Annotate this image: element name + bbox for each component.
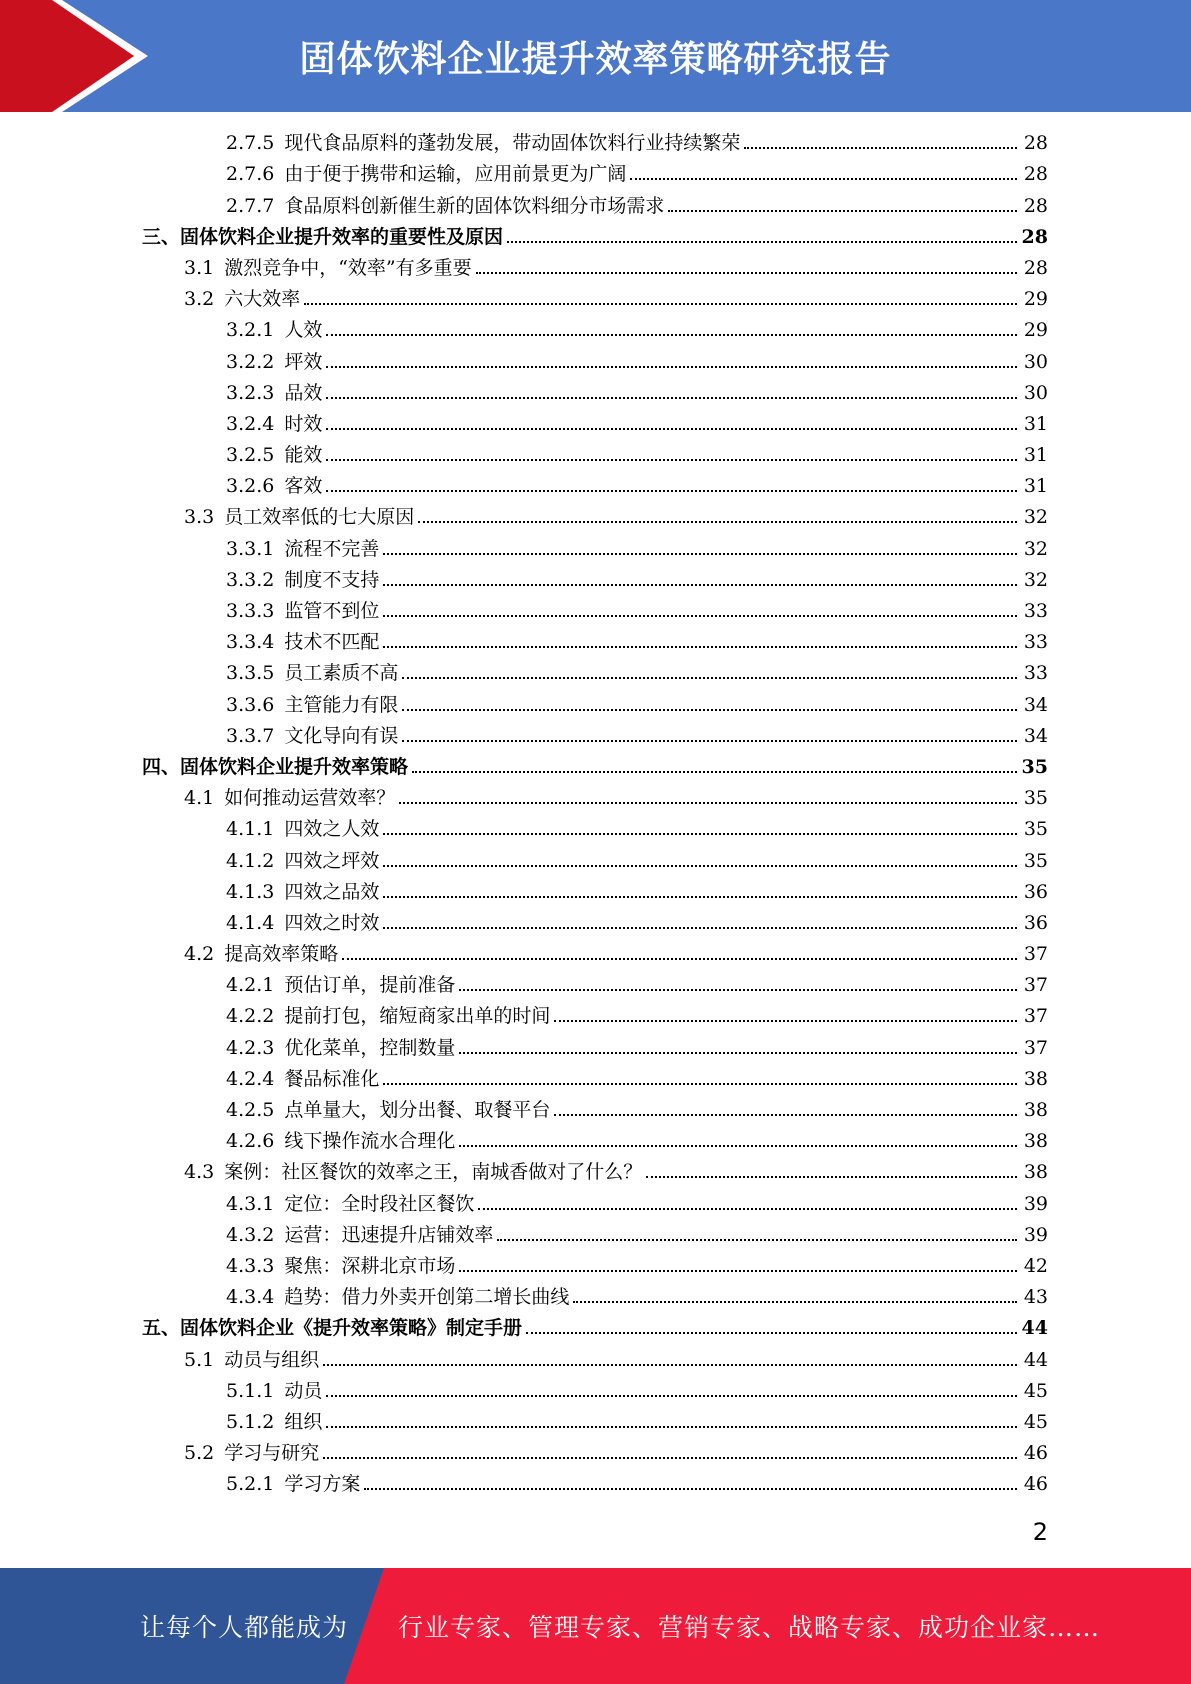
toc-entry-title: 餐品标准化 xyxy=(284,1067,380,1090)
toc-entry-title: 学习方案 xyxy=(284,1473,361,1496)
toc-entry-number: 3.1 xyxy=(184,256,215,279)
toc-entry-number: 5.2 xyxy=(184,1442,215,1465)
toc-entry[interactable] xyxy=(0,720,1191,751)
toc-entry-title: 组织 xyxy=(284,1410,323,1433)
toc-entry-number: 4.2.4 xyxy=(226,1067,275,1090)
toc-entry-page: 35 xyxy=(1021,755,1048,778)
toc-entry-page: 33 xyxy=(1023,662,1048,685)
toc-entry-page: 44 xyxy=(1021,1317,1048,1340)
toc-entry-number: 3.2.5 xyxy=(226,444,275,467)
toc-entry-number: 3.2.6 xyxy=(226,475,275,498)
toc-dot-leader xyxy=(412,771,1017,773)
toc-entry[interactable] xyxy=(0,1031,1191,1062)
toc-entry-number: 四、 xyxy=(142,755,181,778)
toc-entry-title: 四效之时效 xyxy=(284,911,380,934)
toc-entry[interactable] xyxy=(0,408,1191,439)
toc-entry[interactable] xyxy=(0,1250,1191,1281)
toc-entry[interactable] xyxy=(0,1125,1191,1156)
toc-entry[interactable] xyxy=(0,470,1191,501)
toc-dot-leader xyxy=(364,1488,1017,1490)
toc-dot-leader xyxy=(507,241,1017,243)
toc-entry-page: 45 xyxy=(1023,1410,1048,1433)
toc-entry-title: 人效 xyxy=(284,319,323,342)
toc-entry-title: 预估订单，提前准备 xyxy=(284,974,456,997)
toc-dot-leader xyxy=(476,272,1017,274)
toc-entry[interactable] xyxy=(0,345,1191,376)
toc-dot-leader xyxy=(326,1426,1017,1428)
toc-entry-title: 坪效 xyxy=(284,350,323,373)
toc-entry-number: 5.2.1 xyxy=(226,1473,275,1496)
page-number: 2 xyxy=(1032,1518,1048,1546)
toc-entry-page: 43 xyxy=(1023,1286,1048,1309)
toc-entry-title: 趋势：借力外卖开创第二增长曲线 xyxy=(284,1286,570,1309)
toc-entry-title: 固体饮料企业《提升效率策略》制定手册 xyxy=(180,1317,523,1340)
toc-entry-page: 46 xyxy=(1023,1442,1048,1465)
toc-entry-page: 37 xyxy=(1023,1036,1048,1059)
toc-entry-title: 制度不支持 xyxy=(284,568,380,591)
toc-entry[interactable] xyxy=(0,876,1191,907)
toc-entry-title: 动员 xyxy=(284,1379,323,1402)
footer-banner xyxy=(0,1568,1191,1684)
toc-entry-title: 点单量大，划分出餐、取餐平台 xyxy=(284,1099,551,1121)
toc-entry-number: 4.1.2 xyxy=(226,849,275,872)
toc-entry[interactable] xyxy=(0,1375,1191,1406)
toc-dot-leader xyxy=(554,1114,1017,1116)
toc-entry-number: 3.2.1 xyxy=(226,319,275,342)
toc-entry[interactable] xyxy=(0,314,1191,345)
toc-dot-leader xyxy=(323,1457,1017,1459)
toc-entry-page: 38 xyxy=(1023,1130,1048,1153)
toc-dot-leader xyxy=(478,1208,1017,1210)
toc-entry-page: 28 xyxy=(1023,256,1048,279)
toc-entry-number: 2.7.5 xyxy=(226,132,275,155)
toc-entry-number: 4.1.1 xyxy=(226,818,275,841)
toc-dot-leader xyxy=(383,584,1017,586)
toc-entry-page: 29 xyxy=(1023,288,1048,311)
toc-entry[interactable] xyxy=(0,1156,1191,1187)
toc-entry-page: 33 xyxy=(1023,600,1048,622)
toc-entry-page: 37 xyxy=(1023,943,1048,966)
toc-entry-page: 38 xyxy=(1023,1067,1048,1090)
toc-entry-page: 35 xyxy=(1023,818,1048,841)
toc-entry-page: 32 xyxy=(1023,537,1048,560)
toc-entry-number: 三、 xyxy=(142,225,181,248)
toc-entry-page: 39 xyxy=(1023,1192,1048,1215)
toc-dot-leader xyxy=(668,210,1017,212)
toc-entry-title: 聚焦：深耕北京市场 xyxy=(284,1254,456,1277)
toc-dot-leader xyxy=(399,802,1017,804)
toc-entry[interactable] xyxy=(0,1437,1191,1468)
toc-entry-page: 37 xyxy=(1023,974,1048,997)
toc-entry[interactable] xyxy=(0,1312,1191,1343)
toc-dot-leader xyxy=(326,428,1017,430)
toc-entry-page: 32 xyxy=(1023,568,1048,591)
toc-dot-leader xyxy=(418,521,1017,523)
toc-entry-page: 28 xyxy=(1023,132,1048,155)
toc-entry-title: 现代食品原料的蓬勃发展，带动固体饮料行业持续繁荣 xyxy=(284,132,741,155)
toc-entry-page: 36 xyxy=(1023,911,1048,934)
toc-entry-number: 3.2.3 xyxy=(226,381,275,404)
toc-entry[interactable] xyxy=(0,127,1191,158)
toc-entry[interactable] xyxy=(0,1187,1191,1218)
toc-entry-page: 30 xyxy=(1023,381,1048,404)
toc-entry-page: 30 xyxy=(1023,350,1048,373)
toc-dot-leader xyxy=(383,927,1017,929)
toc-entry-page: 44 xyxy=(1023,1348,1048,1371)
toc-entry-number: 2.7.7 xyxy=(226,194,275,217)
toc-entry-number: 4.1.3 xyxy=(226,880,275,903)
toc-dot-leader xyxy=(326,490,1017,492)
toc-entry-title: 客效 xyxy=(284,475,323,498)
toc-entry-number: 3.3.3 xyxy=(226,600,275,622)
toc-entry-page: 31 xyxy=(1023,444,1048,467)
toc-entry-title: 四效之人效 xyxy=(284,818,380,841)
toc-entry-title: 激烈竞争中，“效率”有多重要 xyxy=(224,256,472,279)
toc-entry[interactable] xyxy=(0,1063,1191,1094)
toc-entry-page: 45 xyxy=(1023,1379,1048,1402)
toc-entry-page: 35 xyxy=(1023,787,1048,810)
toc-dot-leader xyxy=(326,366,1017,368)
toc-entry[interactable] xyxy=(0,813,1191,844)
toc-entry-title: 主管能力有限 xyxy=(284,693,399,716)
toc-entry-title: 能效 xyxy=(284,444,323,467)
toc-entry[interactable] xyxy=(0,782,1191,813)
toc-entry-title: 由于便于携带和运输，应用前景更为广阔 xyxy=(284,163,627,186)
toc-entry[interactable] xyxy=(0,938,1191,969)
toc-dot-leader xyxy=(744,147,1017,149)
toc-entry-page: 42 xyxy=(1023,1254,1048,1277)
report-title: 固体饮料企业提升效率策略研究报告 xyxy=(299,38,892,80)
toc-entry-page: 31 xyxy=(1023,412,1048,435)
toc-entry[interactable] xyxy=(0,439,1191,470)
toc-entry-number: 3.2 xyxy=(184,288,215,311)
header-red-arrow-shape xyxy=(0,0,150,112)
toc-entry-page: 38 xyxy=(1023,1161,1048,1184)
toc-entry-number: 3.2.2 xyxy=(226,350,275,373)
toc-dot-leader xyxy=(630,178,1017,180)
toc-entry-page: 34 xyxy=(1023,693,1048,716)
footer-slogan-right: 行业专家、管理专家、营销专家、战略专家、成功企业家…… xyxy=(398,1613,1101,1642)
toc-entry-number: 4.3 xyxy=(184,1161,215,1184)
toc-entry[interactable] xyxy=(0,252,1191,283)
toc-entry[interactable] xyxy=(0,1343,1191,1374)
toc-entry[interactable] xyxy=(0,595,1191,626)
toc-entry-title: 如何推动运营效率？ xyxy=(224,787,396,810)
toc-entry-title: 四效之坪效 xyxy=(284,849,380,872)
toc-entry-number: 3.3.7 xyxy=(226,724,275,747)
toc-entry[interactable] xyxy=(0,626,1191,657)
toc-dot-leader xyxy=(497,1239,1017,1241)
toc-entry-number: 4.2.5 xyxy=(226,1099,275,1121)
toc-entry-page: 29 xyxy=(1023,319,1048,342)
toc-dot-leader xyxy=(326,397,1017,399)
toc-entry-page: 37 xyxy=(1023,1005,1048,1028)
toc-entry-title: 提前打包，缩短商家出单的时间 xyxy=(284,1005,551,1028)
toc-entry-number: 3.3.2 xyxy=(226,568,275,591)
toc-dot-leader xyxy=(402,709,1017,711)
toc-entry-number: 3.2.4 xyxy=(226,412,275,435)
toc-entry-number: 4.1.4 xyxy=(226,911,275,934)
toc-entry-number: 五、 xyxy=(142,1317,181,1340)
toc-entry-number: 4.1 xyxy=(184,787,215,810)
toc-entry[interactable] xyxy=(0,283,1191,314)
toc-dot-leader xyxy=(383,553,1017,555)
toc-entry-title: 案例：社区餐饮的效率之王，南城香做对了什么？ xyxy=(224,1161,643,1184)
toc-entry-number: 4.2.2 xyxy=(226,1005,275,1028)
toc-entry-title: 流程不完善 xyxy=(284,537,380,560)
toc-entry[interactable] xyxy=(0,1468,1191,1499)
toc-entry-title: 线下操作流水合理化 xyxy=(284,1130,456,1153)
toc-dot-leader xyxy=(326,334,1017,336)
toc-entry-title: 固体饮料企业提升效率的重要性及原因 xyxy=(180,225,504,248)
toc-entry-title: 优化菜单，控制数量 xyxy=(284,1036,456,1059)
toc-entry-title: 学习与研究 xyxy=(224,1442,320,1465)
toc-entry[interactable] xyxy=(0,532,1191,563)
toc-dot-leader xyxy=(459,1052,1017,1054)
toc-entry[interactable] xyxy=(0,1281,1191,1312)
toc-entry-page: 34 xyxy=(1023,724,1048,747)
toc-entry-title: 动员与组织 xyxy=(224,1348,320,1371)
toc-entry[interactable] xyxy=(0,1219,1191,1250)
toc-dot-leader xyxy=(383,646,1017,648)
toc-dot-leader xyxy=(526,1332,1017,1334)
toc-dot-leader xyxy=(383,833,1017,835)
toc-entry-number: 4.2.3 xyxy=(226,1036,275,1059)
toc-entry-number: 3.3.6 xyxy=(226,693,275,716)
toc-dot-leader xyxy=(342,958,1017,960)
toc-dot-leader xyxy=(459,1145,1017,1147)
toc-entry-title: 四效之品效 xyxy=(284,880,380,903)
toc-entry-page: 38 xyxy=(1023,1099,1048,1121)
toc-entry-page: 39 xyxy=(1023,1223,1048,1246)
toc-entry-number: 4.3.3 xyxy=(226,1254,275,1277)
toc-entry[interactable] xyxy=(0,751,1191,782)
toc-entry-title: 固体饮料企业提升效率策略 xyxy=(180,755,409,778)
toc-entry-number: 4.2 xyxy=(184,943,215,966)
toc-entry-page: 31 xyxy=(1023,475,1048,498)
table-of-contents xyxy=(0,127,1191,1499)
toc-dot-leader xyxy=(383,615,1017,617)
toc-entry-title: 食品原料创新催生新的固体饮料细分市场需求 xyxy=(284,194,665,217)
toc-entry[interactable] xyxy=(0,377,1191,408)
toc-dot-leader xyxy=(402,677,1017,679)
toc-entry[interactable] xyxy=(0,158,1191,189)
toc-entry-page: 35 xyxy=(1023,849,1048,872)
toc-entry-title: 文化导向有误 xyxy=(284,724,399,747)
toc-dot-leader xyxy=(554,1020,1017,1022)
toc-dot-leader xyxy=(304,303,1017,305)
toc-entry-title: 时效 xyxy=(284,412,323,435)
toc-entry[interactable] xyxy=(0,564,1191,595)
toc-dot-leader xyxy=(573,1301,1017,1303)
toc-entry-title: 员工素质不高 xyxy=(284,662,399,685)
toc-entry[interactable] xyxy=(0,1406,1191,1437)
toc-entry-title: 技术不匹配 xyxy=(284,631,380,654)
toc-entry-title: 运营：迅速提升店铺效率 xyxy=(284,1223,494,1246)
toc-entry-page: 46 xyxy=(1023,1473,1048,1496)
toc-entry[interactable] xyxy=(0,189,1191,220)
toc-entry-title: 品效 xyxy=(284,381,323,404)
toc-dot-leader xyxy=(459,1270,1017,1272)
toc-entry-number: 4.3.2 xyxy=(226,1223,275,1246)
toc-entry-page: 33 xyxy=(1023,631,1048,654)
toc-entry-page: 36 xyxy=(1023,880,1048,903)
toc-entry-page: 28 xyxy=(1021,225,1048,248)
toc-entry-number: 3.3 xyxy=(184,506,215,529)
toc-dot-leader xyxy=(459,989,1017,991)
toc-entry-title: 六大效率 xyxy=(224,288,301,311)
toc-entry[interactable] xyxy=(0,1094,1191,1125)
toc-entry-title: 提高效率策略 xyxy=(224,943,339,966)
toc-entry-number: 3.3.1 xyxy=(226,537,275,560)
toc-entry-number: 4.2.6 xyxy=(226,1130,275,1153)
toc-entry[interactable] xyxy=(0,688,1191,719)
toc-entry-page: 28 xyxy=(1023,163,1048,186)
toc-dot-leader xyxy=(383,896,1017,898)
toc-dot-leader xyxy=(383,865,1017,867)
toc-dot-leader xyxy=(326,459,1017,461)
toc-entry-number: 5.1.1 xyxy=(226,1379,275,1402)
toc-entry-number: 4.2.1 xyxy=(226,974,275,997)
toc-dot-leader xyxy=(383,1083,1017,1085)
toc-entry-number: 4.3.4 xyxy=(226,1286,275,1309)
toc-entry-number: 5.1 xyxy=(184,1348,215,1371)
toc-entry-title: 监管不到位 xyxy=(284,600,380,622)
toc-entry[interactable] xyxy=(0,844,1191,875)
toc-entry[interactable] xyxy=(0,969,1191,1000)
toc-entry[interactable] xyxy=(0,657,1191,688)
toc-dot-leader xyxy=(646,1176,1017,1178)
toc-entry[interactable] xyxy=(0,221,1191,252)
toc-dot-leader xyxy=(402,740,1017,742)
toc-entry-number: 3.3.4 xyxy=(226,631,275,654)
toc-entry[interactable] xyxy=(0,501,1191,532)
toc-entry-number: 4.3.1 xyxy=(226,1192,275,1215)
toc-entry-number: 5.1.2 xyxy=(226,1410,275,1433)
toc-entry-page: 32 xyxy=(1023,506,1048,529)
toc-entry-number: 2.7.6 xyxy=(226,163,275,186)
toc-entry-title: 员工效率低的七大原因 xyxy=(224,506,415,529)
toc-entry[interactable] xyxy=(0,907,1191,938)
toc-entry-title: 定位：全时段社区餐饮 xyxy=(284,1192,475,1215)
toc-entry-number: 3.3.5 xyxy=(226,662,275,685)
footer-slogan-left: 让每个人都能成为 xyxy=(140,1613,349,1642)
toc-entry-page: 28 xyxy=(1023,194,1048,217)
toc-dot-leader xyxy=(323,1364,1017,1366)
toc-entry[interactable] xyxy=(0,1000,1191,1031)
toc-dot-leader xyxy=(326,1395,1017,1397)
header-banner xyxy=(0,0,1191,112)
